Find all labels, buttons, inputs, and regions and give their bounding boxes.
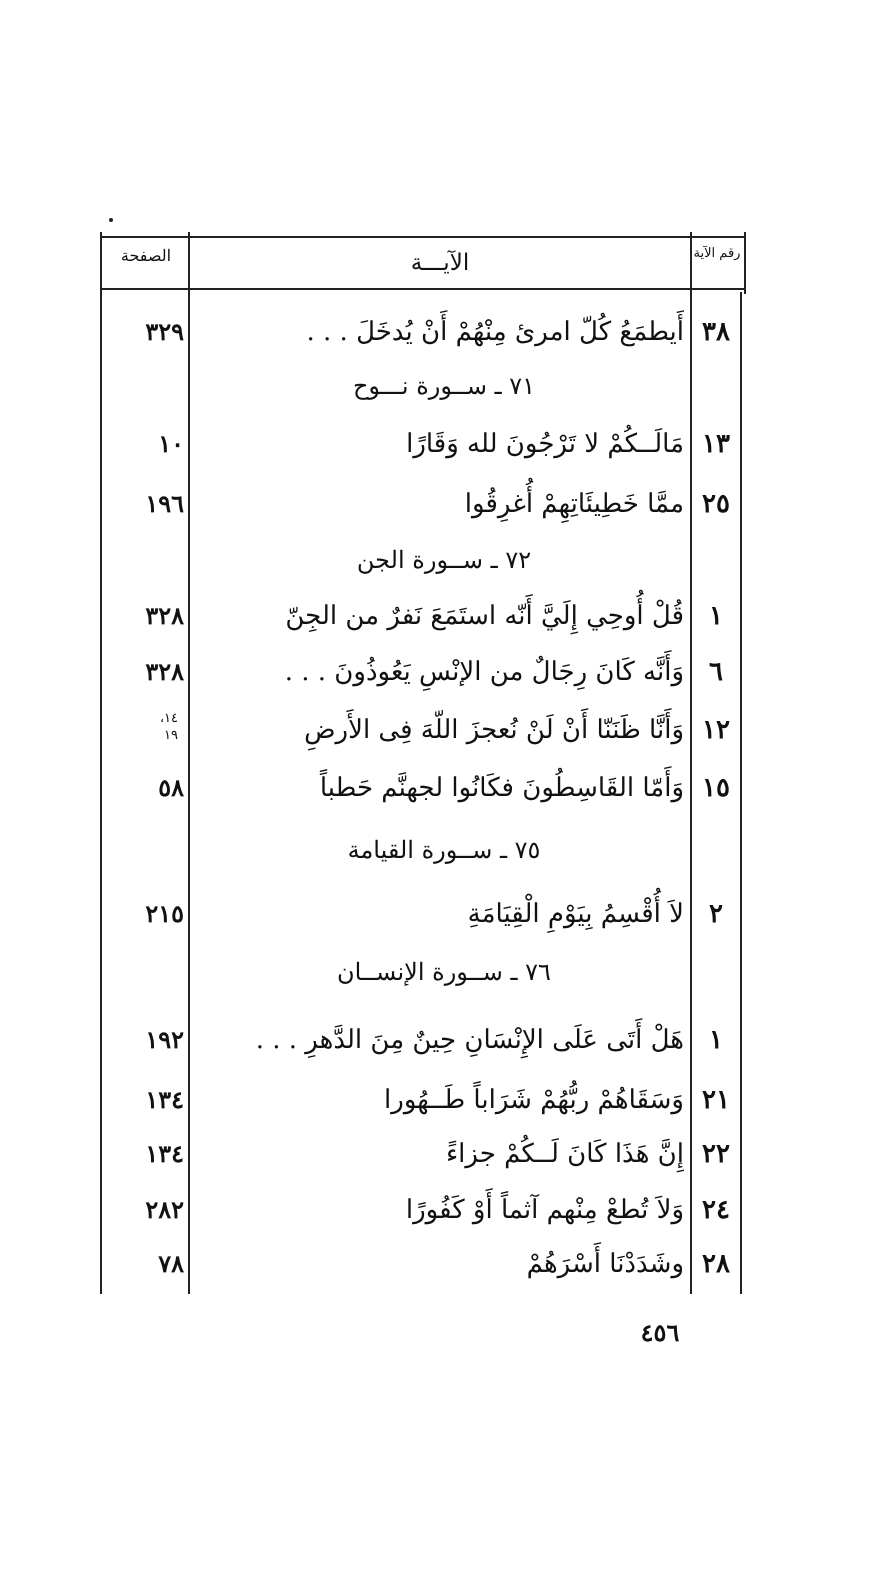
ayah-number: ١٣ (702, 429, 730, 459)
ayah-number: ١٥ (702, 773, 730, 803)
ink-dot (109, 218, 113, 222)
table-row (100, 416, 746, 472)
ayah-text: مَالَــكُمْ لا تَرْجُونَ لله وَقَارًا (406, 429, 684, 459)
page-reference: ١٣٤ (145, 1139, 184, 1168)
page-reference: ٣٢٨ (145, 657, 184, 686)
ayah-number: ١٢ (702, 715, 730, 745)
page-reference-group (104, 710, 178, 744)
ayah-text: أَيطمَعُ كُلّ امرئ مِنْهُمْ أَنْ يُدخَلَ . . . (306, 317, 684, 347)
page-reference: ٢١٥ (145, 899, 184, 928)
page-reference: ١٠ (158, 429, 184, 458)
ayah-number: ١ (709, 601, 723, 631)
page-reference: ٧٨ (158, 1249, 184, 1278)
table-row (100, 644, 746, 700)
page-reference: ٣٢٨ (145, 601, 184, 630)
ayah-index-table (100, 232, 746, 1294)
ayah-text: وَأَنَّه كَانَ رِجَالٌ من الإنْسِ يَعُوذُونَ . . . (284, 657, 684, 687)
ayah-column-header: الآيـــة (410, 250, 470, 276)
number-column-header: رقم الآية (693, 246, 741, 261)
ayah-text: وَأَمّا القَاسِطُونَ فكَانُوا لجهنَّم حَطباً (319, 773, 684, 803)
ayah-text: وَأَنَّا ظَنَنّا أَنْ لَنْ نُعجزَ اللّهَ فِى الأَرضِ (304, 715, 684, 745)
ayah-number: ٢٢ (702, 1139, 730, 1169)
table-row (100, 760, 746, 816)
surah-heading: ٧٢ ـ ســورة الجن (356, 546, 532, 574)
page-reference: ٣٢٩ (145, 317, 184, 346)
page-reference: ٢٨٢ (145, 1195, 184, 1224)
ayah-number: ٢ (709, 899, 723, 929)
table-row (100, 1072, 746, 1128)
table-row (100, 588, 746, 644)
page-reference: ١٩٦ (145, 489, 184, 518)
table-row (100, 702, 746, 758)
ayah-text: ممَّا خَطِيئَاتِهِمْ أُغرِقُوا (464, 489, 684, 519)
table-row (100, 304, 746, 360)
surah-heading: ٧٦ ـ ســورة الإنســان (337, 958, 551, 986)
table-row (100, 886, 746, 942)
table-row (100, 1236, 746, 1292)
page-number: ٤٥٦ (640, 1318, 680, 1347)
ayah-text: وشَدَدْنَا أَسْرَهُمْ (526, 1249, 684, 1279)
ayah-text: وَلاَ تُطعْ مِنْهم آثماً أَوْ كَفُورًا (405, 1195, 684, 1225)
page-reference: ١٤، (159, 711, 178, 726)
page-reference: ١٩٢ (145, 1025, 184, 1054)
page-reference: ٥٨ (158, 773, 184, 802)
page-column-header: الصفحة (120, 246, 172, 265)
ayah-number: ٢٤ (702, 1195, 730, 1225)
ayah-number: ٢٨ (702, 1249, 730, 1279)
header-bottom-rule (100, 288, 746, 290)
ayah-text: هَلْ أَتَى عَلَى الإِنْسَانِ حِينٌ مِنَ الدَّهرِ . . . (255, 1025, 684, 1055)
surah-heading: ٧٥ ـ ســورة القيامة (347, 836, 541, 864)
page-reference: ١٩ (164, 728, 178, 743)
ayah-text: لاَ أُقْسِمُ بِيَوْمِ الْقِيَامَةِ (467, 899, 684, 929)
page-reference: ١٣٤ (145, 1085, 184, 1114)
ayah-number: ١ (709, 1025, 723, 1055)
ayah-text: إِنَّ هَذَا كَانَ لَــكُمْ جزاءً (445, 1139, 684, 1169)
table-row (100, 476, 746, 532)
ayah-text: وَسَقَاهُمْ ربُّهُمْ شَرَاباً طَــهُورا (384, 1085, 684, 1115)
ayah-number: ٣٨ (702, 317, 730, 347)
table-row (100, 1126, 746, 1182)
table-top-rule (100, 236, 746, 238)
ayah-number: ٢٥ (702, 489, 730, 519)
table-row (100, 1182, 746, 1238)
ayah-number: ٢١ (702, 1085, 730, 1115)
table-right-rule (744, 232, 746, 294)
ayah-number: ٦ (709, 657, 723, 687)
ayah-text: قُلْ أُوحِي إِلَيَّ أَنّه استَمَعَ نَفرٌ من الجِنّ (285, 601, 684, 631)
table-row (100, 1012, 746, 1068)
surah-heading: ٧١ ـ ســورة نـــوح (352, 372, 536, 400)
